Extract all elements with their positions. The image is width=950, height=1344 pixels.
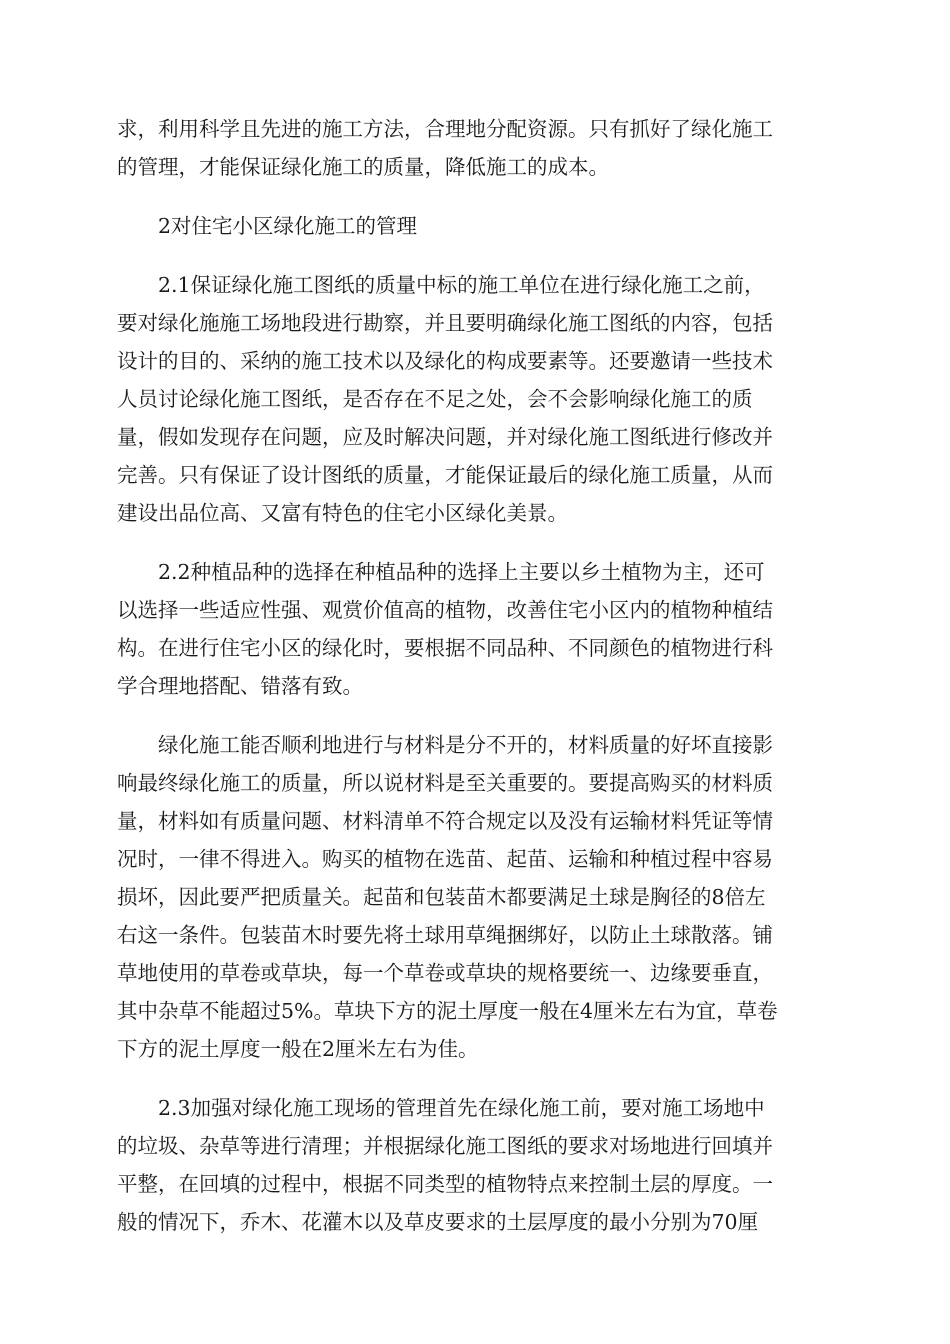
text-line: 量，假如发现存在问题，应及时解决问题，并对绿化施工图纸进行修改并	[117, 425, 773, 449]
section-heading	[117, 207, 833, 245]
text-line: 况时，一律不得进入。购买的植物在选苗、起苗、运输和种植过程中容易	[117, 847, 773, 871]
text-line: 建设出品位高、又富有特色的住宅小区绿化美景。	[117, 501, 568, 525]
text-line: 右这一条件。包装苗木时要先将土球用草绳捆绑好，以防止土球散落。铺	[117, 923, 773, 947]
paragraph-materials	[117, 726, 833, 1068]
text-line: 要对绿化施施工场地段进行勘察，并且要明确绿化施工图纸的内容，包括	[117, 311, 773, 335]
paragraph-2-2	[117, 553, 833, 705]
paragraph-intro-continuation	[117, 110, 833, 186]
text-line: 的垃圾、杂草等进行清理；并根据绿化施工图纸的要求对场地进行回填并	[117, 1134, 773, 1158]
text-line: 草地使用的草卷或草块，每一个草卷或草块的规格要统一、边缘要垂直，	[117, 961, 773, 985]
text-line: 2.1保证绿化施工图纸的质量中标的施工单位在进行绿化施工之前，	[158, 273, 765, 297]
text-line: 以选择一些适应性强、观赏价值高的植物，改善住宅小区内的植物种植结	[117, 598, 773, 622]
text-line: 的管理，才能保证绿化施工的质量，降低施工的成本。	[117, 155, 609, 179]
text-line: 人员讨论绿化施工图纸，是否存在不足之处，会不会影响绿化施工的质	[117, 387, 753, 411]
text-line: 响最终绿化施工的质量，所以说材料是至关重要的。要提高购买的材料质	[117, 771, 773, 795]
heading-text: 2对住宅小区绿化施工的管理	[158, 214, 418, 238]
text-line: 般的情况下，乔木、花灌木以及草皮要求的土层厚度的最小分别为70厘	[117, 1210, 759, 1234]
text-line: 损坏，因此要严把质量关。起苗和包装苗木都要满足土球是胸径的8倍左	[117, 885, 766, 909]
text-line: 绿化施工能否顺利地进行与材料是分不开的，材料质量的好坏直接影	[158, 733, 773, 757]
text-line: 设计的目的、采纳的施工技术以及绿化的构成要素等。还要邀请一些技术	[117, 349, 773, 373]
text-line: 完善。只有保证了设计图纸的质量，才能保证最后的绿化施工质量，从而	[117, 463, 773, 487]
paragraph-2-1	[117, 266, 833, 532]
text-line: 构。在进行住宅小区的绿化时，要根据不同品种、不同颜色的植物进行科	[117, 636, 773, 660]
text-line: 学合理地搭配、错落有致。	[117, 674, 363, 698]
text-line: 平整，在回填的过程中，根据不同类型的植物特点来控制土层的厚度。一	[117, 1172, 773, 1196]
document-body	[117, 110, 833, 1262]
text-line: 其中杂草不能超过5%。草块下方的泥土厚度一般在4厘米左右为宜，草卷	[117, 999, 778, 1023]
text-line: 求，利用科学且先进的施工方法，合理地分配资源。只有抓好了绿化施工	[117, 117, 773, 141]
paragraph-2-3	[117, 1089, 833, 1241]
text-line: 2.2种植品种的选择在种植品种的选择上主要以乡土植物为主，还可	[158, 560, 765, 584]
text-line: 2.3加强对绿化施工现场的管理首先在绿化施工前，要对施工场地中	[158, 1096, 765, 1120]
text-line: 量，材料如有质量问题、材料清单不符合规定以及没有运输材料凭证等情	[117, 809, 773, 833]
text-line: 下方的泥土厚度一般在2厘米左右为佳。	[117, 1037, 479, 1061]
